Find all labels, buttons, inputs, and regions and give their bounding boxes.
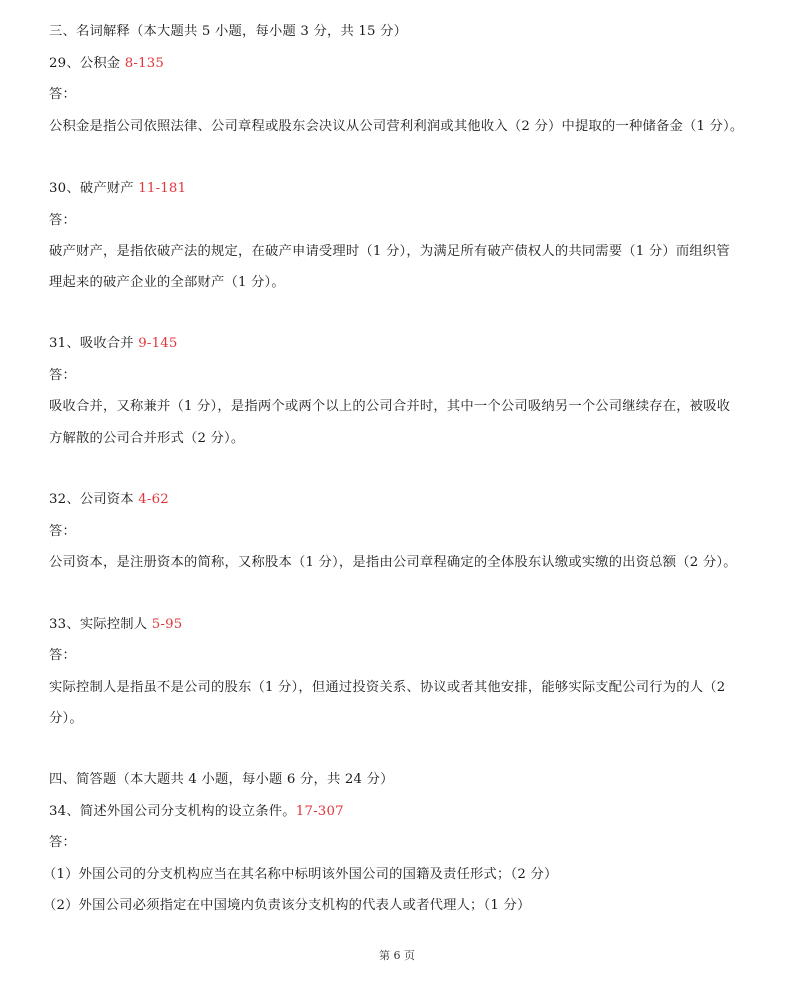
question-32-title [49,491,169,509]
answer-text: 实际控制人是指虽不是公司的股东（1 分），但通过投资关系、协议或者其他安排，能够实际支配公司行为的人（2 [49,680,726,695]
answer-text: 公积金是指公司依照法律、公司章程或股东会决议从公司营利利润或其他收入（2 分）中提取的一种储备金（1 分）。 [49,119,744,134]
question-title-text: 31、吸收合并 [49,336,134,351]
answer-item: （1）外国公司的分支机构应当在其名称中标明该外国公司的国籍及责任形式；（2 分） [43,867,558,882]
page-reference: 17-307 [295,804,344,819]
answer-text: 方解散的公司合并形式（2 分）。 [49,431,245,446]
question-title-text: 30、破产财产 [49,181,134,196]
answer-text: 分）。 [49,711,83,726]
question-29-title [49,55,164,73]
answer-label: 答： [49,87,76,102]
question-31-title [49,335,178,353]
answer-text: 公司资本，是注册资本的简称，又称股本（1 分），是指由公司章程确定的全体股东认缴或实缴的出资总额（2 分）。 [49,555,737,570]
question-33-title [49,616,182,634]
question-title-text: 29、公积金 [49,56,121,71]
question-title-text: 34、简述外国公司分支机构的设立条件。 [49,804,296,819]
answer-text: 破产财产，是指依破产法的规定，在破产申请受理时（1 分），为满足所有破产债权人的共同需要（1 分）而组织管 [49,244,730,259]
section-heading-terms: 三、名词解释（本大题共 5 小题，每小题 3 分，共 15 分） [49,24,408,39]
answer-label: 答： [49,368,76,383]
answer-item: （2）外国公司必须指定在中国境内负责该分支机构的代表人或者代理人；（1 分） [43,898,531,913]
page-reference: 4-62 [138,492,169,507]
page-reference: 11-181 [138,181,187,196]
page-reference: 5-95 [151,617,183,632]
question-34-title [49,803,344,821]
page-number-footer: 第 6 页 [379,949,415,962]
answer-label: 答： [49,835,76,850]
page-reference: 9-145 [138,336,178,351]
section-heading-short-answer: 四、简答题（本大题共 4 小题，每小题 6 分，共 24 分） [49,772,394,787]
question-title-text: 32、公司资本 [49,492,134,507]
answer-label: 答： [49,648,76,663]
answer-text: 理起来的破产企业的全部财产（1 分）。 [49,275,285,290]
question-30-title [49,180,186,198]
question-title-text: 33、实际控制人 [49,617,148,632]
answer-text: 吸收合并，又称兼并（1 分），是指两个或两个以上的公司合并时，其中一个公司吸纳另一个公司继续存在，被吸收 [49,399,731,414]
page-reference: 8-135 [124,56,165,71]
answer-label: 答： [49,524,76,539]
answer-label: 答： [49,213,76,228]
